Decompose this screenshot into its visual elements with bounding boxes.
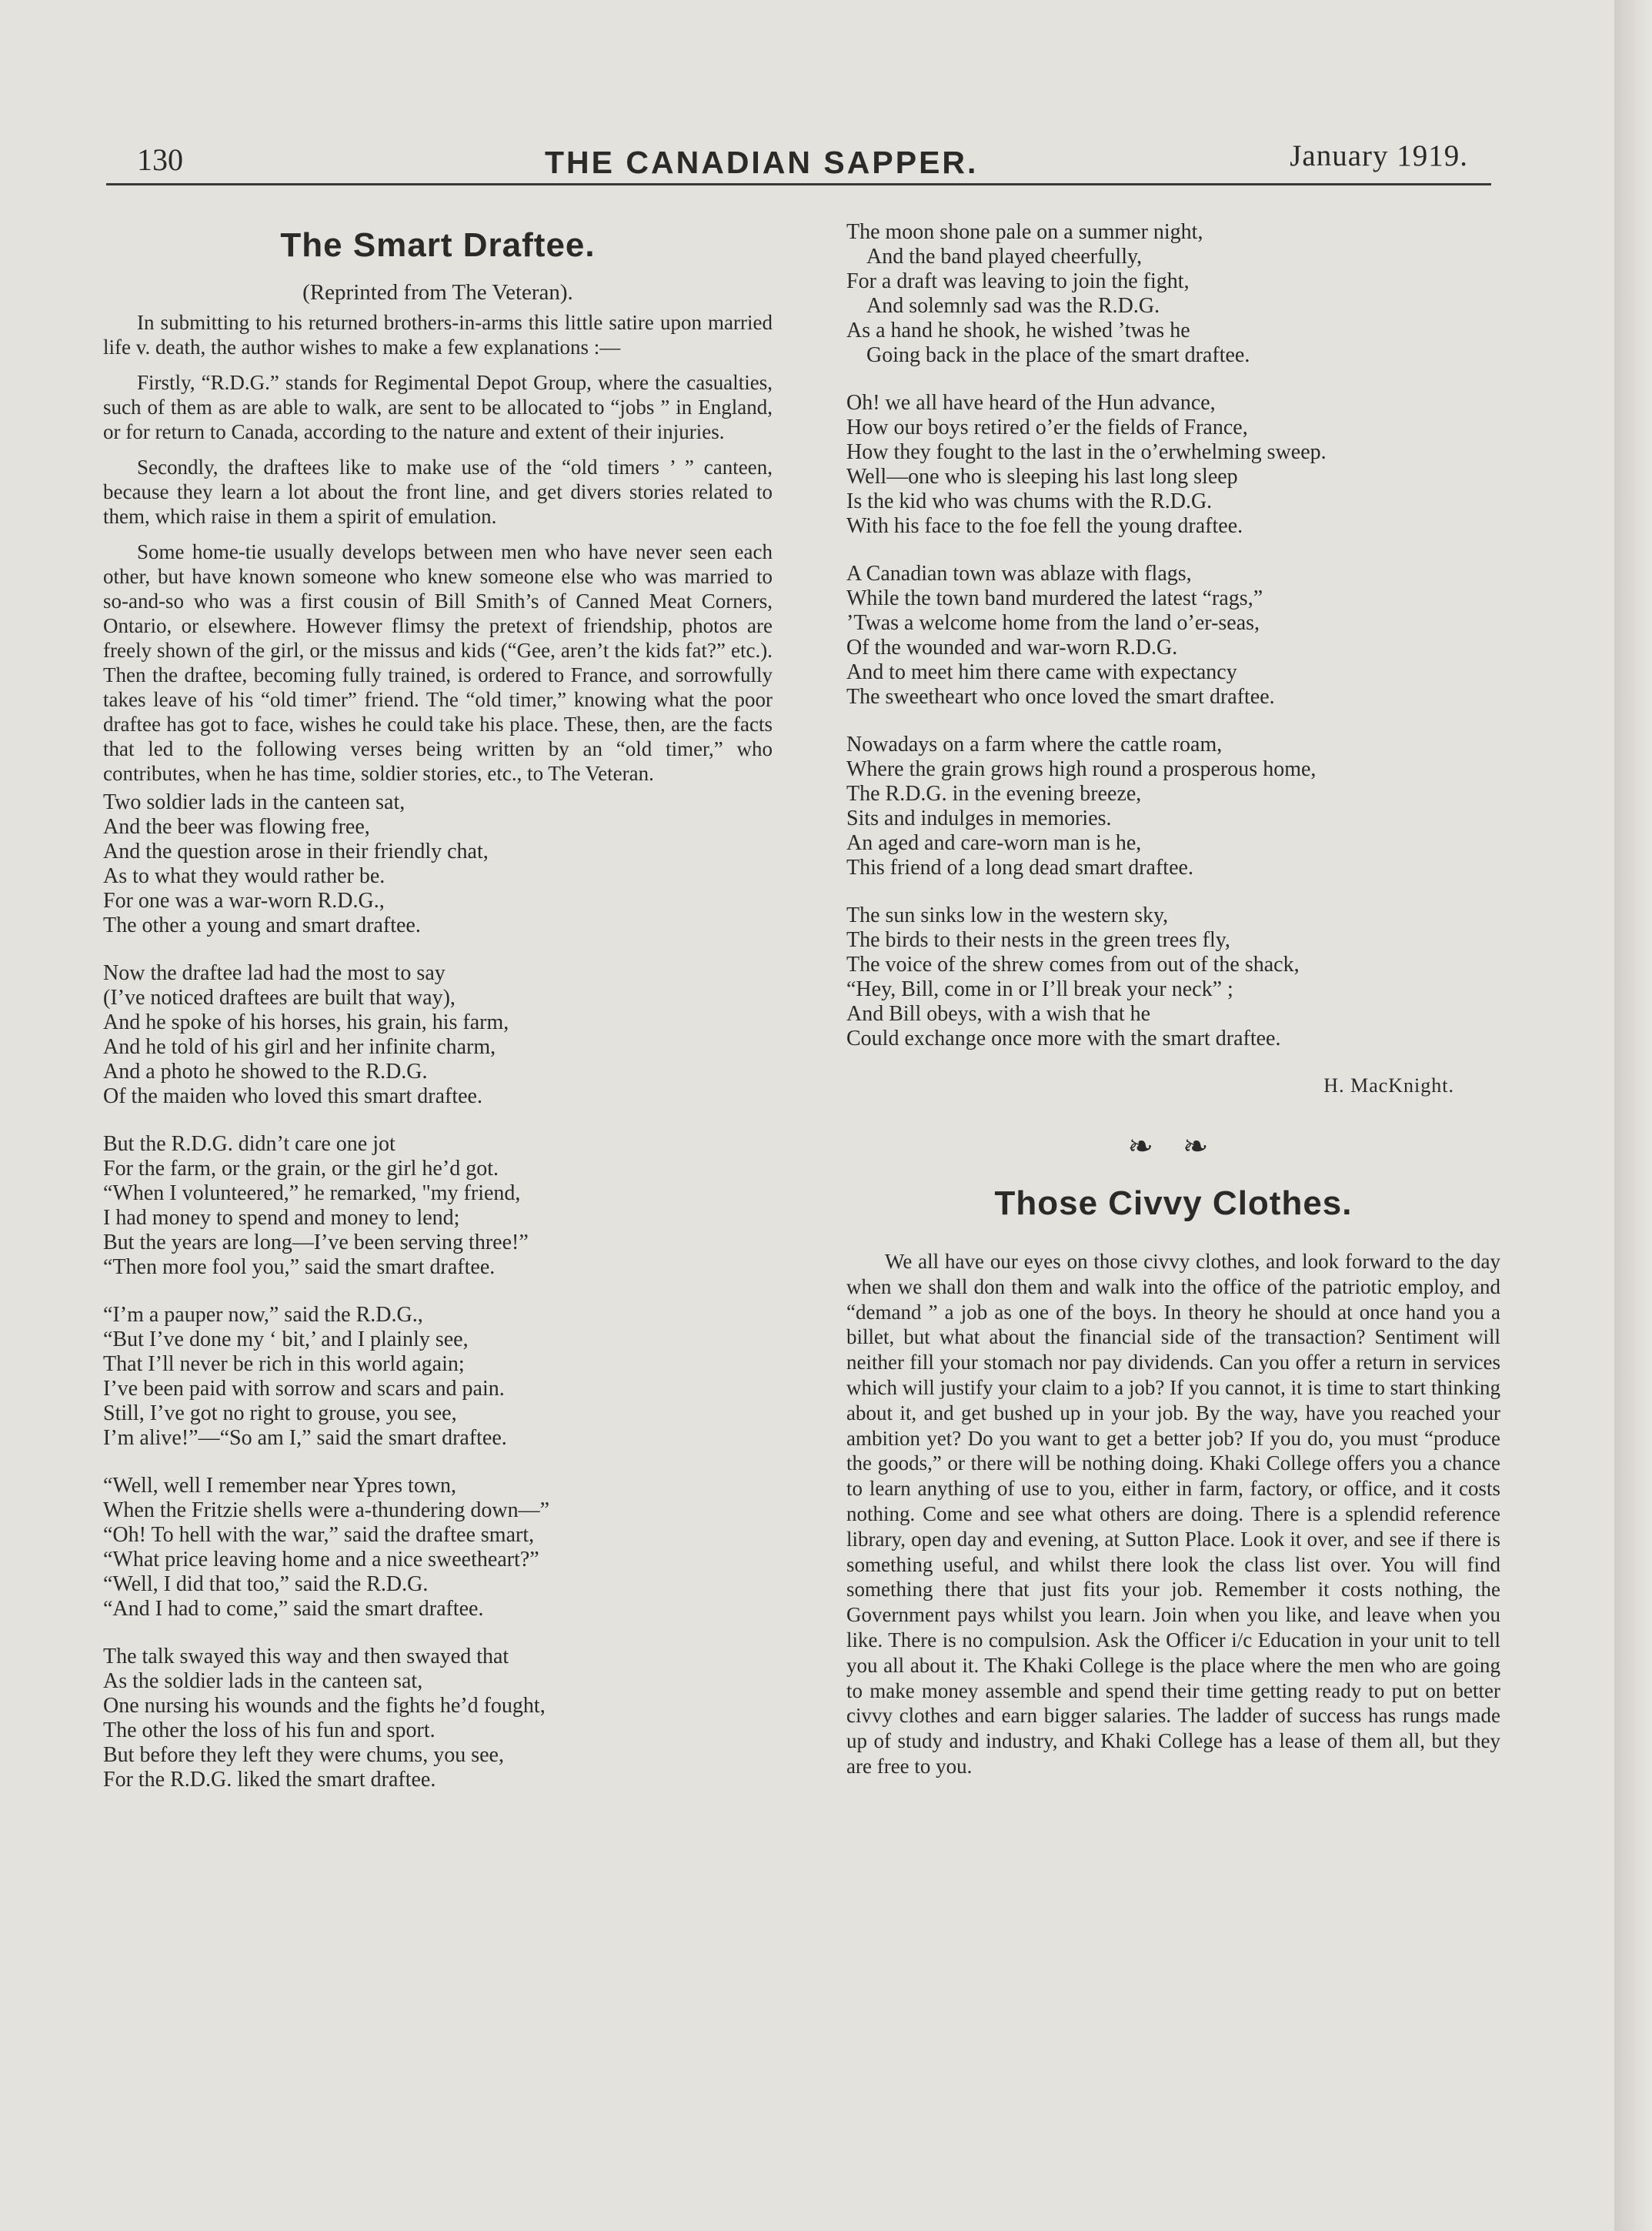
verse-line: The R.D.G. in the evening breeze,: [846, 782, 1142, 806]
verse-line: I’ve been paid with sorrow and scars and pain.: [103, 1377, 505, 1401]
verse-line: Oh! we all have heard of the Hun advance,: [846, 391, 1216, 415]
verse-line: “Hey, Bill, come in or I’ll break your neck” ;: [846, 977, 1233, 1001]
verse-line: Sits and indulges in memories.: [846, 807, 1112, 830]
verse-line: The other the loss of his fun and sport.: [103, 1718, 436, 1742]
verse-line: Of the wounded and war-worn R.D.G.: [846, 636, 1178, 660]
verse-line: When the Fritzie shells were a-thundering down—”: [103, 1498, 550, 1522]
issue-date: January 1919.: [1290, 139, 1468, 172]
verse-line: The sweetheart who once loved the smart draftee.: [846, 685, 1275, 709]
stanza: [103, 1474, 773, 1621]
article-title: The Smart Draftee.: [280, 226, 596, 264]
poem: [103, 790, 773, 1792]
right-column: [846, 220, 1500, 1779]
verse-line: ’Twas a welcome home from the land o’er-seas,: [846, 611, 1260, 635]
intro-paragraph: In submitting to his returned brothers-in-arms this little satire upon married life v. death, the author wishes to make a few explanations :—: [103, 311, 773, 359]
article-body: We all have our eyes on those civvy clothes, and look forward to the day when we shall don them and walk into the office of the patriotic employ, and “demand ” a job as one of the boys. In theory he should at once hand you a billet, but what about the financial side of the transaction? Sentiment will neither fill your stomach nor pay dividends. Can you offer a return in services which will justify your claim to a job? If you cannot, it is time to start thinking about it, and get bushed up in your job. By the way, have you reached your ambition yet? Do you want to get a better job? If you do, you must “produce the goods,” or there will be nothing doing. Khaki College offers you a chance to learn anything of use to you, either in farm, factory, or office, and it costs nothing. Come and see what others are doing. There is a splendid reference library, open day and evening, at Sutton Place. Look it over, and see if there is something useful, and whilst there look the class list over. You will find something there that just fits your job. Remember it costs nothing, the Government pays whilst you learn. Join when you like, and leave when you like. There is no compulsion. Ask the Officer i/c Education in your unit to tell you all about it. The Khaki College is the place where the men who are going to make money assemble and spend their time getting ready to put on better civvy clothes and earn bigger salaries. The ladder of success has rungs made up of study and industry, and Khaki College has a lease of them all, but they are free to you.: [846, 1250, 1500, 1778]
verse-line: Where the grain grows high round a prosperous home,: [846, 757, 1317, 781]
verse-line: Could exchange once more with the smart draftee.: [846, 1027, 1281, 1050]
verse-line: The other a young and smart draftee.: [103, 913, 421, 937]
verse-line: An aged and care-worn man is he,: [846, 831, 1142, 855]
stanza: [103, 1132, 773, 1280]
stanza: [103, 961, 773, 1109]
verse-line: And the question arose in their friendly chat,: [103, 840, 489, 863]
header-rule: [106, 183, 1491, 185]
verse-line: The moon shone pale on a summer night,: [846, 220, 1203, 244]
verse-line: Is the kid who was chums with the R.D.G.: [846, 489, 1213, 513]
poem-continued: [846, 220, 1500, 1051]
verse-line: Two soldier lads in the canteen sat,: [103, 790, 405, 814]
verse-line: And he told of his girl and her infinite charm,: [103, 1035, 496, 1059]
publication-title: THE CANADIAN SAPPER.: [545, 145, 979, 180]
verse-line: With his face to the foe fell the young draftee.: [846, 514, 1243, 538]
verse-line: And a photo he showed to the R.D.G.: [103, 1060, 428, 1084]
verse-line: Still, I’ve got no right to grouse, you see,: [103, 1401, 457, 1425]
verse-line: And solemnly sad was the R.D.G.: [866, 294, 1160, 318]
verse-line: “I’m a pauper now,” said the R.D.G.,: [103, 1303, 423, 1327]
verse-line: Going back in the place of the smart draftee.: [866, 343, 1250, 367]
verse-line: And he spoke of his horses, his grain, his farm,: [103, 1010, 509, 1034]
verse-line: For one was a war-worn R.D.G.,: [103, 889, 385, 913]
left-column: [103, 215, 773, 1815]
verse-line: “Oh! To hell with the war,” said the draftee smart,: [103, 1523, 535, 1547]
reprint-note: (Reprinted from The Veteran).: [302, 280, 573, 305]
article-title-civvy: Those Civvy Clothes.: [994, 1184, 1353, 1222]
verse-line: Nowadays on a farm where the cattle roam,: [846, 733, 1223, 756]
verse-line: A Canadian town was ablaze with flags,: [846, 562, 1192, 586]
page-edge: [1614, 0, 1652, 2231]
verse-line: “What price leaving home and a nice sweetheart?”: [103, 1548, 539, 1571]
verse-line: Of the maiden who loved this smart draftee.: [103, 1084, 482, 1108]
verse-line: I had money to spend and money to lend;: [103, 1206, 460, 1230]
verse-line: For a draft was leaving to join the fight,: [846, 269, 1190, 293]
verse-line: The talk swayed this way and then swayed that: [103, 1645, 509, 1668]
verse-line: As a hand he shook, he wished ’twas he: [846, 319, 1190, 342]
stanza: [846, 733, 1500, 880]
verse-line: For the farm, or the grain, or the girl he’d got.: [103, 1157, 499, 1181]
verse-line: And to meet him there came with expectancy: [846, 660, 1237, 684]
verse-line: “Well, well I remember near Ypres town,: [103, 1474, 457, 1498]
verse-line: “But I’ve done my ‘ bit,’ and I plainly see,: [103, 1328, 469, 1351]
verse-line: How they fought to the last in the o’erwhelming sweep.: [846, 440, 1327, 464]
verse-line: While the town band murdered the latest “rags,”: [846, 586, 1263, 610]
verse-line: And the beer was flowing free,: [103, 815, 370, 839]
verse-line: The birds to their nests in the green trees fly,: [846, 928, 1230, 952]
stanza: [846, 903, 1500, 1051]
stanza: [103, 790, 773, 938]
intro-paragraph: Firstly, “R.D.G.” stands for Regimental Depot Group, where the casualties, such of them as are able to walk, are sent to be allocated to “jobs ” in England, or for return to Canada, according to the nature and extent of their injuries.: [103, 371, 773, 443]
stanza: [103, 1645, 773, 1792]
verse-line: “Then more fool you,” said the smart draftee.: [103, 1255, 496, 1279]
stanza: [846, 562, 1500, 710]
verse-line: And Bill obeys, with a wish that he: [846, 1002, 1151, 1026]
verse-line: As the soldier lads in the canteen sat,: [103, 1669, 423, 1693]
fleuron-ornament: ❧ ❧: [1127, 1129, 1220, 1164]
verse-line: The sun sinks low in the western sky,: [846, 903, 1169, 927]
author-signature: H. MacKnight.: [1323, 1074, 1454, 1097]
intro-paragraph: Some home-tie usually develops between men who have never seen each other, but have known someone who knew someone else who was married to so-and-so who was a first cousin of Bill Smith’s of Canned Meat Corners, Ontario, or elsewhere. However flimsy the pretext of friendship, photos are freely shown of the girl, or the missus and kids (“Gee, aren’t the kids fat?” etc.). Then the draftee, becoming fully trained, is ordered to France, and sorrowfully takes leave of his “old timer” friend. The “old timer,” knowing what the poor draftee has got to face, wishes he could take his place. These, then, are the facts that led to the following verses being written by an “old timer,” who contributes, when he has time, soldier stories, etc., to The Veteran.: [103, 540, 773, 785]
verse-line: “When I volunteered,” he remarked, "my friend,: [103, 1181, 521, 1205]
intro-paragraph: Secondly, the draftees like to make use of the “old timers ’ ” canteen, because they learn a lot about the front line, and get divers stories related to them, which raise in them a spirit of emulation.: [103, 456, 773, 528]
stanza: [103, 1303, 773, 1451]
verse-line: But before they left they were chums, you see,: [103, 1743, 504, 1767]
verse-line: “Well, I did that too,” said the R.D.G.: [103, 1572, 429, 1596]
verse-line: I’m alive!”—“So am I,” said the smart draftee.: [103, 1426, 507, 1450]
verse-line: As to what they would rather be.: [103, 864, 385, 888]
verse-line: This friend of a long dead smart draftee.: [846, 856, 1193, 880]
stanza: [846, 220, 1500, 368]
stanza: [846, 391, 1500, 539]
verse-line: But the years are long—I’ve been serving three!”: [103, 1231, 529, 1254]
verse-line: “And I had to come,” said the smart draftee.: [103, 1597, 484, 1621]
verse-line: Now the draftee lad had the most to say: [103, 961, 446, 985]
verse-line: For the R.D.G. liked the smart draftee.: [103, 1768, 436, 1792]
verse-line: That I’ll never be rich in this world again;: [103, 1352, 465, 1376]
verse-line: One nursing his wounds and the fights he’d fought,: [103, 1694, 546, 1718]
verse-line: But the R.D.G. didn’t care one jot: [103, 1132, 395, 1156]
verse-line: Well—one who is sleeping his last long sleep: [846, 465, 1238, 489]
verse-line: The voice of the shrew comes from out of the shack,: [846, 953, 1300, 977]
page-number: 130: [137, 142, 183, 177]
verse-line: (I’ve noticed draftees are built that way),: [103, 986, 456, 1010]
verse-line: And the band played cheerfully,: [866, 245, 1143, 269]
verse-line: How our boys retired o’er the fields of France,: [846, 416, 1248, 439]
